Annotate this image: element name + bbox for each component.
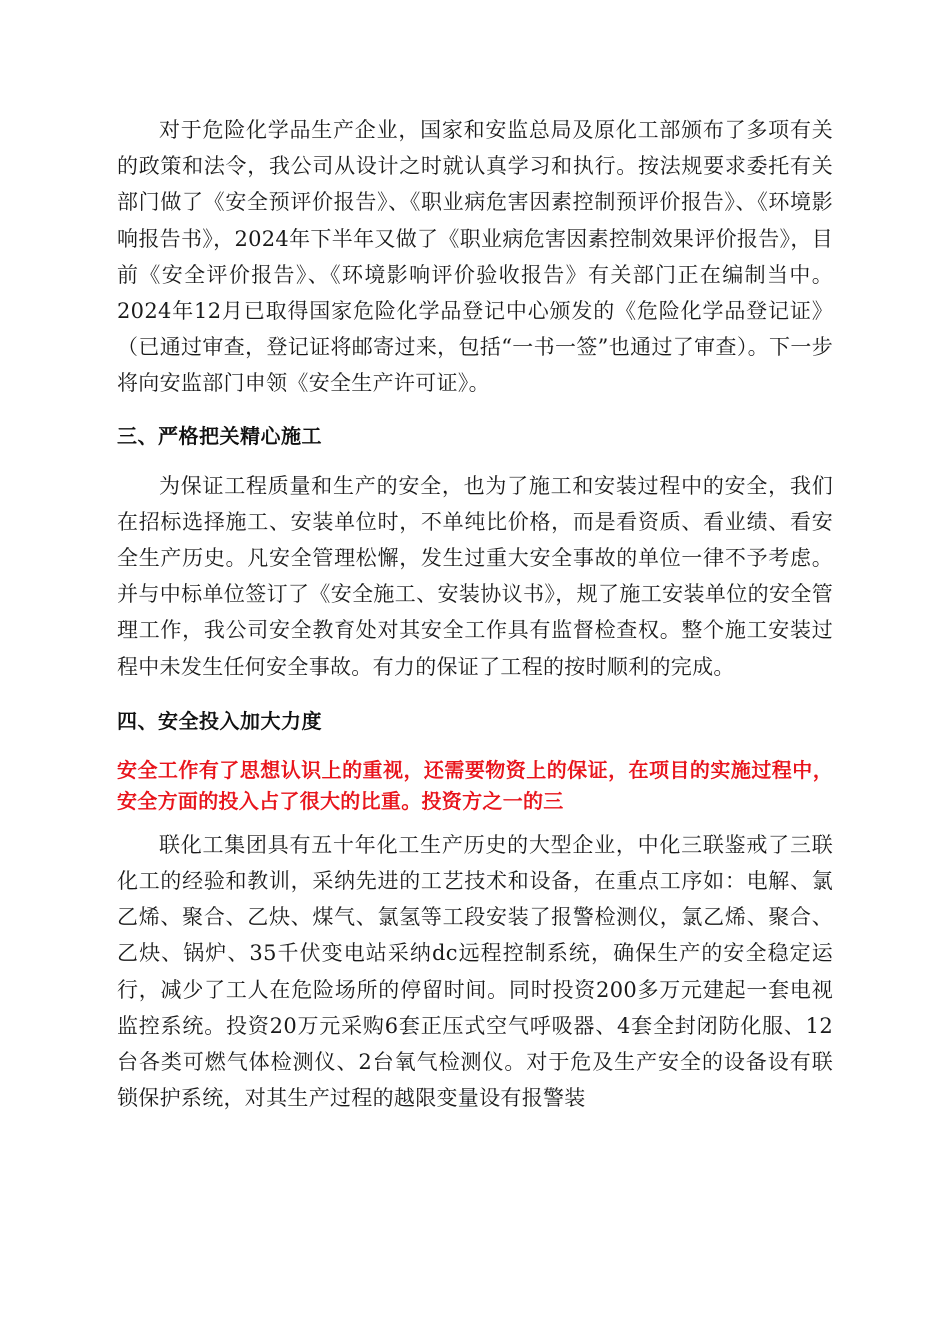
section-heading-3: 三、严格把关精心施工 xyxy=(117,423,322,448)
paragraph-investment-highlight: 安全工作有了思想认识上的重视，还需要物资上的保证，在项目的实施过程中，安全方面的投入占了很大的比重。投资方之一的三 xyxy=(117,757,833,813)
paragraph-investment: 联化工集团具有五十年化工生产历史的大型企业，中化三联鉴戒了三联化工的经验和教训，采纳先进的工艺技术和设备，在重点工序如：电解、氯乙烯、聚合、乙炔、煤气、氯氢等工段安装了报警检测仪，氯乙烯、聚合、乙炔、锅炉、35千伏变电站采纳dc远程控制系统，确保生产的安全稳定运行，减少了工人在危险场所的停留时间。同时投资200多万元建起一套电视监控系统。投资20万元采购6套正压式空气呼吸器、4套全封闭防化服、12台各类可燃气体检测仪、2台氧气检测仪。对于危及生产安全的设备设有联锁保护系统，对其生产过程的越限变量设有报警装 xyxy=(117,832,833,1111)
paragraph-construction: 为保证工程质量和生产的安全，也为了施工和安装过程中的安全，我们在招标选择施工、安装单位时，不单纯比价格，而是看资质、看业绩、看安全生产历史。凡安全管理松懈，发生过重大安全事故的单位一律不予考虑。并与中标单位签订了《安全施工、安装协议书》，规了施工安装单位的安全管理工作，我公司安全教育处对其安全工作具有监督检查权。整个施工安装过程中未发生任何安全事故。有力的保证了工程的按时顺利的完成。 xyxy=(117,473,833,679)
document-body xyxy=(117,112,833,1116)
paragraph-policy: 对于危险化学品生产企业，国家和安监总局及原化工部颁布了多项有关的政策和法令，我公司从设计之时就认真学习和执行。按法规要求委托有关部门做了《安全预评价报告》、《职业病危害因素控制预评价报告》、《环境影响报告书》，2024年下半年又做了《职业病危害因素控制效果评价报告》，目前《安全评价报告》、《环境影响评价验收报告》有关部门正在编制当中。2024年12月已取得国家危险化学品登记中心颁发的《危险化学品登记证》（已通过审查，登记证将邮寄过来，包括“一书一签”也通过了审查）。下一步将向安监部门申领《安全生产许可证》。 xyxy=(117,118,833,396)
section-heading-4: 四、安全投入加大力度 xyxy=(117,708,322,733)
